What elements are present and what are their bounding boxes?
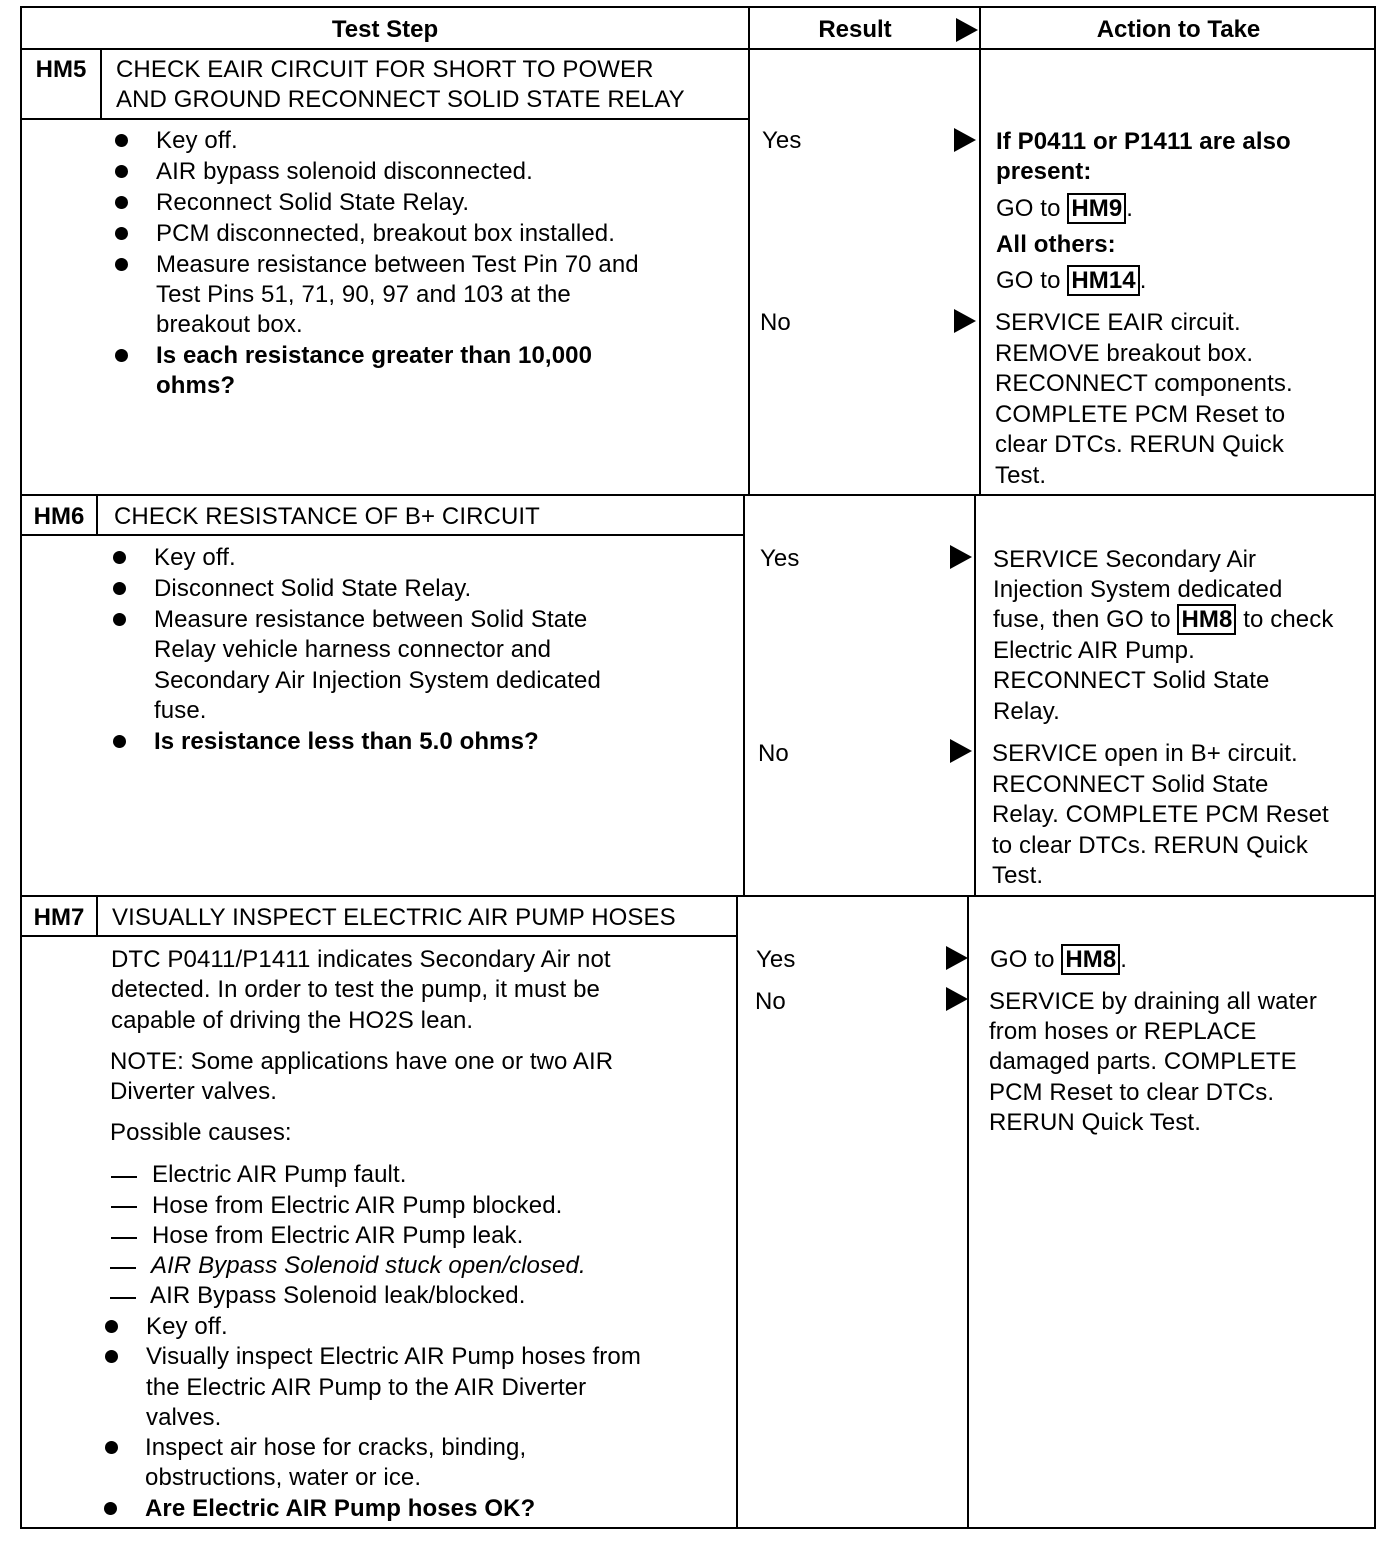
bullet-icon bbox=[115, 165, 128, 178]
action-text: SERVICE open in B+ circuit. bbox=[992, 740, 1298, 767]
action-text bbox=[993, 605, 1333, 636]
action-text: RECONNECT components. bbox=[995, 370, 1293, 397]
step-question: Is each resistance greater than 10,000 bbox=[156, 342, 593, 369]
bullet-icon bbox=[113, 582, 126, 595]
step-question: Are Electric AIR Pump hoses OK? bbox=[145, 1495, 536, 1522]
header-action: Action to Take bbox=[1096, 16, 1261, 43]
bullet-icon bbox=[105, 1441, 118, 1454]
step-text: Reconnect Solid State Relay. bbox=[156, 189, 470, 216]
step-text: Relay vehicle harness connector and bbox=[154, 636, 552, 663]
step-text: detected. In order to test the pump, it must be bbox=[111, 976, 600, 1003]
action-text: GO to HM14 . bbox=[996, 267, 1147, 294]
bullet-icon bbox=[105, 1320, 118, 1333]
step-text: capable of driving the HO2S lean. bbox=[111, 1007, 474, 1034]
result-yes: Yes bbox=[760, 545, 800, 572]
action-text: Injection System dedicated bbox=[993, 576, 1283, 603]
step-text: obstructions, water or ice. bbox=[145, 1464, 422, 1491]
action-text: present: bbox=[996, 158, 1092, 185]
bullet-icon bbox=[113, 735, 126, 748]
action-text: GO to HM8 . bbox=[990, 946, 1128, 973]
step-text: fuse. bbox=[154, 697, 207, 724]
step-id: HM5 bbox=[35, 56, 87, 83]
step-reference: HM8 bbox=[1177, 604, 1236, 635]
dash-icon bbox=[111, 1237, 137, 1239]
header-result: Result bbox=[818, 16, 892, 43]
column-divider-action bbox=[979, 6, 981, 495]
step-text: Test Pins 51, 71, 90, 97 and 103 at the bbox=[156, 281, 571, 308]
arrow-icon bbox=[950, 739, 972, 763]
step-id: HM7 bbox=[33, 904, 85, 931]
step-text: Measure resistance between Test Pin 70 and bbox=[156, 251, 639, 278]
step-text: Measure resistance between Solid State bbox=[154, 606, 588, 633]
column-divider-result bbox=[743, 495, 745, 896]
header-test-step: Test Step bbox=[331, 16, 439, 43]
step-reference: HM8 bbox=[1061, 944, 1120, 975]
action-text: Test. bbox=[995, 462, 1047, 489]
action-text: Test. bbox=[992, 862, 1044, 889]
arrow-icon bbox=[954, 128, 976, 152]
step-text: Inspect air hose for cracks, binding, bbox=[145, 1434, 527, 1461]
result-no: No bbox=[760, 309, 791, 336]
header-arrow-icon bbox=[956, 18, 978, 42]
step-reference: HM9 bbox=[1067, 193, 1126, 224]
result-no: No bbox=[755, 988, 786, 1015]
arrow-icon bbox=[946, 946, 968, 970]
action-suffix: to check bbox=[1243, 606, 1334, 633]
bullet-icon bbox=[115, 196, 128, 209]
step-id-divider bbox=[96, 896, 98, 937]
step-text: Visually inspect Electric AIR Pump hoses from bbox=[146, 1343, 641, 1370]
cause-item: AIR Bypass Solenoid stuck open/closed. bbox=[151, 1252, 586, 1279]
bullet-icon bbox=[113, 613, 126, 626]
cause-item: Hose from Electric AIR Pump leak. bbox=[152, 1222, 524, 1249]
column-divider-result bbox=[736, 896, 738, 1529]
action-go: fuse, then GO to bbox=[993, 606, 1171, 633]
column-divider-action bbox=[974, 495, 976, 896]
action-text: If P0411 or P1411 are also bbox=[996, 128, 1291, 155]
step-text: Secondary Air Injection System dedicated bbox=[154, 667, 601, 694]
step-text: Key off. bbox=[156, 127, 238, 154]
dash-icon bbox=[110, 1297, 136, 1299]
bullet-icon bbox=[104, 1502, 117, 1515]
action-text: COMPLETE PCM Reset to bbox=[995, 401, 1286, 428]
action-text: RECONNECT Solid State bbox=[992, 771, 1269, 798]
action-text: Electric AIR Pump. bbox=[993, 637, 1195, 664]
action-go: GO to bbox=[996, 267, 1061, 294]
dash-icon bbox=[111, 1206, 137, 1208]
step-title: VISUALLY INSPECT ELECTRIC AIR PUMP HOSES bbox=[112, 904, 676, 931]
cause-item: AIR Bypass Solenoid leak/blocked. bbox=[150, 1282, 526, 1309]
step-note: NOTE: Some applications have one or two AIR bbox=[110, 1048, 614, 1075]
step-title: AND GROUND RECONNECT SOLID STATE RELAY bbox=[116, 86, 685, 113]
bullet-icon bbox=[105, 1350, 118, 1363]
step-text: AIR bypass solenoid disconnected. bbox=[156, 158, 533, 185]
column-divider-result bbox=[748, 6, 750, 495]
row-divider bbox=[20, 494, 1376, 496]
step-id-divider bbox=[96, 495, 98, 536]
row-divider bbox=[20, 895, 1376, 897]
bullet-icon bbox=[113, 551, 126, 564]
action-go: GO to bbox=[996, 195, 1061, 222]
step-text: breakout box. bbox=[156, 311, 303, 338]
action-text: RERUN Quick Test. bbox=[989, 1109, 1201, 1136]
result-yes: Yes bbox=[762, 127, 802, 154]
causes-label: Possible causes: bbox=[110, 1119, 292, 1146]
step-text: Disconnect Solid State Relay. bbox=[154, 575, 472, 602]
action-go: GO to bbox=[990, 946, 1055, 973]
step-title-underline bbox=[20, 534, 745, 536]
step-note: Diverter valves. bbox=[110, 1078, 277, 1105]
step-title-underline bbox=[20, 118, 750, 120]
action-text: SERVICE EAIR circuit. bbox=[995, 309, 1241, 336]
bullet-icon bbox=[115, 227, 128, 240]
step-text: Key off. bbox=[146, 1313, 228, 1340]
step-text: DTC P0411/P1411 indicates Secondary Air not bbox=[111, 946, 611, 973]
step-title-underline bbox=[20, 935, 738, 937]
step-question: Is resistance less than 5.0 ohms? bbox=[154, 728, 539, 755]
action-text: SERVICE by draining all water bbox=[989, 988, 1317, 1015]
step-text: the Electric AIR Pump to the AIR Diverter bbox=[146, 1374, 587, 1401]
step-question: ohms? bbox=[156, 372, 236, 399]
step-text: valves. bbox=[146, 1404, 222, 1431]
step-id: HM6 bbox=[33, 503, 85, 530]
step-text: PCM disconnected, breakout box installed. bbox=[156, 220, 616, 247]
bullet-icon bbox=[115, 349, 128, 362]
step-text: Key off. bbox=[154, 544, 236, 571]
action-text: REMOVE breakout box. bbox=[995, 340, 1254, 367]
step-title: CHECK EAIR CIRCUIT FOR SHORT TO POWER bbox=[116, 56, 654, 83]
step-title: CHECK RESISTANCE OF B+ CIRCUIT bbox=[114, 503, 540, 530]
action-text: to clear DTCs. RERUN Quick bbox=[992, 832, 1308, 859]
step-reference: HM14 bbox=[1067, 265, 1139, 296]
action-text: damaged parts. COMPLETE bbox=[989, 1048, 1297, 1075]
action-text: PCM Reset to clear DTCs. bbox=[989, 1079, 1275, 1106]
dash-icon bbox=[110, 1267, 136, 1269]
action-text: SERVICE Secondary Air bbox=[993, 546, 1257, 573]
result-yes: Yes bbox=[756, 946, 796, 973]
arrow-icon bbox=[946, 987, 968, 1011]
action-text: clear DTCs. RERUN Quick bbox=[995, 431, 1284, 458]
bullet-icon bbox=[115, 258, 128, 271]
action-text: All others: bbox=[996, 231, 1116, 258]
action-text: Relay. bbox=[993, 698, 1060, 725]
bullet-icon bbox=[115, 134, 128, 147]
arrow-icon bbox=[950, 545, 972, 569]
arrow-icon bbox=[954, 309, 976, 333]
cause-item: Electric AIR Pump fault. bbox=[152, 1161, 407, 1188]
action-text: from hoses or REPLACE bbox=[989, 1018, 1257, 1045]
action-text: RECONNECT Solid State bbox=[993, 667, 1270, 694]
result-no: No bbox=[758, 740, 789, 767]
cause-item: Hose from Electric AIR Pump blocked. bbox=[152, 1192, 563, 1219]
action-text: GO to HM9 . bbox=[996, 195, 1134, 222]
action-text: Relay. COMPLETE PCM Reset bbox=[992, 801, 1329, 828]
dash-icon bbox=[111, 1176, 137, 1178]
step-id-divider bbox=[100, 48, 102, 120]
